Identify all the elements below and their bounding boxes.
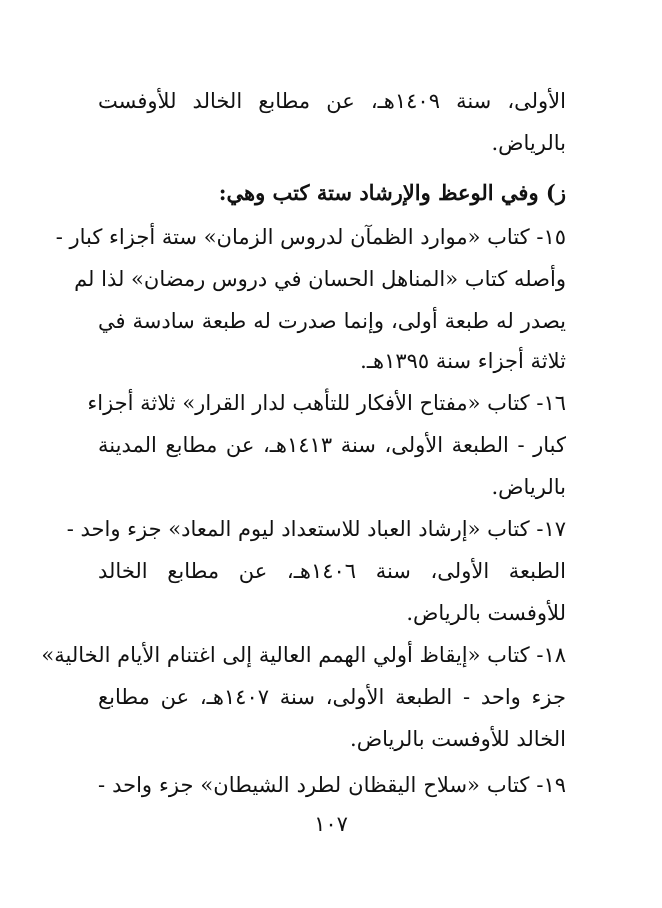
entry-17-line: الطبعة الأولى، سنة ١٤٠٦هـ، عن مطابع الخالد [98, 559, 566, 583]
page-number: ١٠٧ [314, 812, 348, 836]
entry-15-line: يصدر له طبعة أولى، وإنما صدرت له طبعة سادسة في [98, 309, 566, 333]
entry-18-line: الخالد للأوفست بالرياض. [350, 727, 566, 751]
entry-17-line: للأوفست بالرياض. [406, 601, 566, 625]
entry-19-line: ١٩- كتاب «سلاح اليقظان لطرد الشيطان» جزء واحد - [98, 773, 566, 797]
entry-18-line: ١٨- كتاب «إيقاظ أولي الهمم العالية إلى اغتنام الأيام الخالية» [41, 643, 566, 667]
section-heading: ز) وفي الوعظ والإرشاد ستة كتب وهي: [218, 180, 566, 205]
entry-15-line: ثلاثة أجزاء سنة ١٣٩٥هـ. [360, 349, 566, 373]
entry-16-line: كبار - الطبعة الأولى، سنة ١٤١٣هـ، عن مطابع المدينة [98, 433, 567, 457]
text-line: بالرياض. [491, 131, 566, 155]
entry-17-line: ١٧- كتاب «إرشاد العباد للاستعداد ليوم المعاد» جزء واحد - [66, 517, 566, 541]
entry-16-line: بالرياض. [491, 475, 566, 499]
entry-16-line: ١٦- كتاب «مفتاح الأفكار للتأهب لدار القرار» ثلاثة أجزاء [87, 391, 566, 415]
entry-15-line: وأصله كتاب «المناهل الحسان في دروس رمضان» لذا لم [74, 267, 566, 291]
entry-15-line: ١٥- كتاب «موارد الظمآن لدروس الزمان» ستة أجزاء كبار - [55, 225, 566, 249]
entry-18-line: جزء واحد - الطبعة الأولى، سنة ١٤٠٧هـ، عن مطابع [98, 685, 566, 709]
text-line: الأولى، سنة ١٤٠٩هـ، عن مطابع الخالد للأوفست [98, 89, 566, 113]
